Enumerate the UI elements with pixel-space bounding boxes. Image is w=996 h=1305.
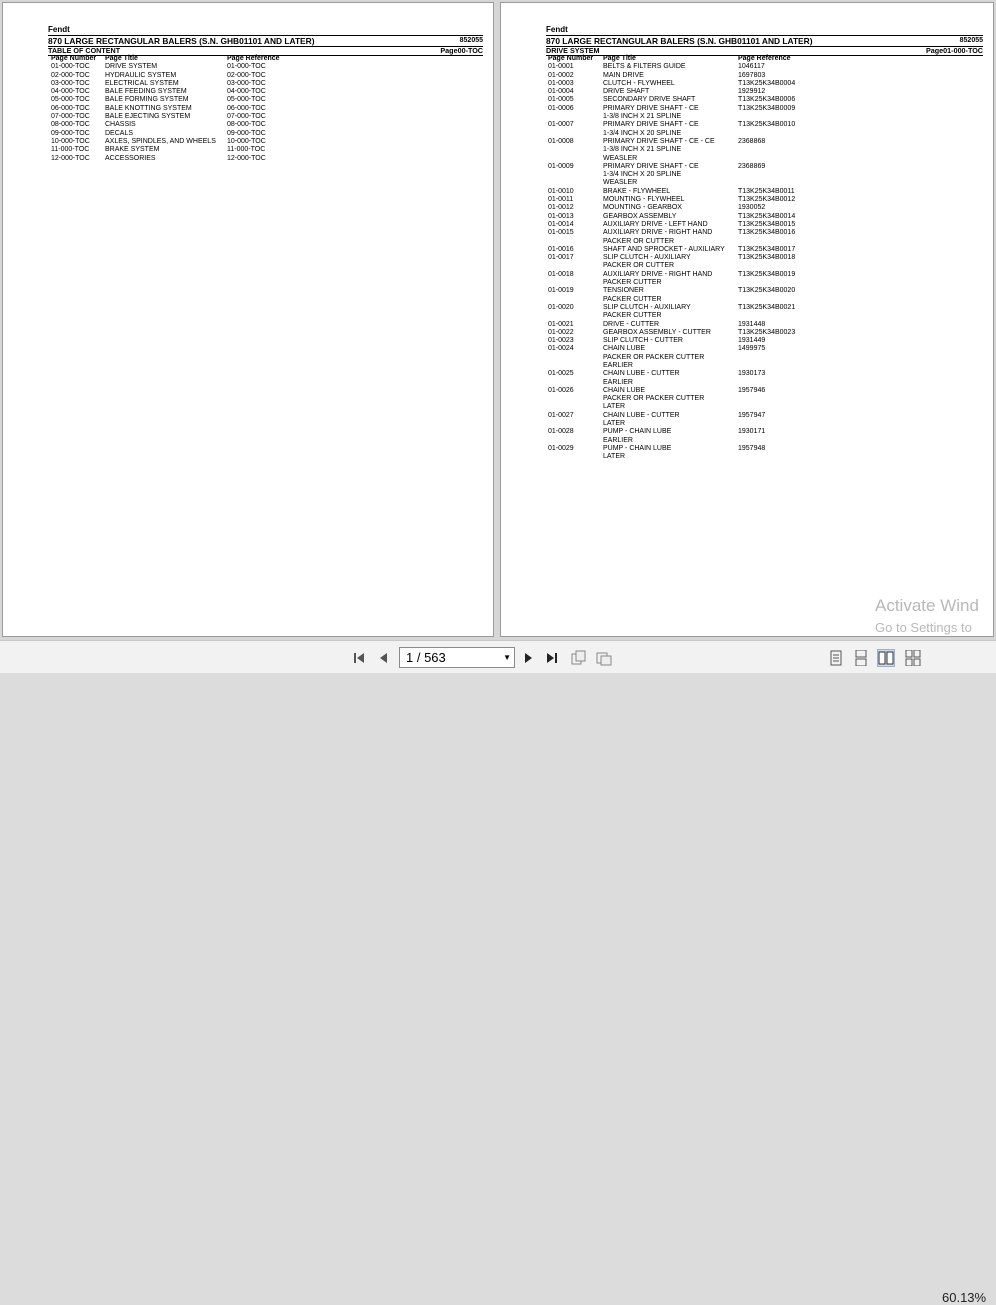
page-title-cell: MOUNTING - GEARBOX [603, 204, 682, 212]
page-title-cell: LATER [603, 453, 626, 461]
page-title-cell: CHASSIS [105, 121, 136, 129]
page-title-cell: EARLIER [603, 436, 633, 444]
page-reference-cell: 1931448 [738, 320, 766, 328]
page-reference-cell: 11-000-TOC [227, 146, 266, 154]
page-reference-cell: 1931449 [738, 337, 766, 345]
document-number: 852055 [459, 37, 483, 44]
page-title-cell: AUXILIARY DRIVE - LEFT HAND [603, 220, 708, 228]
page-title-cell: CLUTCH - FLYWHEEL [603, 79, 675, 87]
page-number-cell: 01-0004 [548, 88, 574, 96]
page-title-cell: PACKER OR CUTTER [603, 237, 675, 245]
page-title-cell: DECALS [105, 129, 134, 137]
page-title-cell: HYDRAULIC SYSTEM [105, 71, 177, 79]
page-title-cell: BALE EJECTING SYSTEM [105, 113, 191, 121]
page-reference-cell: T13K25K34B0019 [738, 270, 796, 278]
page-number-cell: 01-0010 [548, 187, 574, 195]
column-header: Page Number [548, 55, 594, 62]
page-number-cell: 01-000-TOC [51, 63, 90, 71]
page-reference-cell: 1499975 [738, 345, 766, 353]
page-number-cell: 01-0002 [548, 71, 574, 79]
page-title-cell: BRAKE - FLYWHEEL [603, 187, 671, 195]
page-reference-cell: T13K25K34B0021 [738, 303, 796, 311]
page-reference-cell: 09-000-TOC [227, 129, 266, 137]
page-title-cell: ACCESSORIES [105, 154, 156, 162]
page-reference-cell: T13K25K34B0011 [738, 187, 795, 195]
page-reference: Page01-000-TOC [926, 46, 983, 55]
page-number-cell: 01-0005 [548, 96, 574, 104]
page-number-cell: 04-000-TOC [51, 88, 90, 96]
page-number-cell: 01-0012 [548, 204, 574, 212]
column-header: Page Reference [227, 55, 280, 62]
page-title-cell: EARLIER [603, 378, 633, 386]
document-viewport[interactable] [0, 0, 996, 640]
page-number-cell: 01-0028 [548, 428, 574, 436]
page-number-cell: 12-000-TOC [51, 154, 90, 162]
page-title-cell: DRIVE SYSTEM [105, 63, 158, 71]
page-title-cell: DRIVE - CUTTER [603, 320, 659, 328]
zoom-level[interactable]: 60.13% [942, 1290, 987, 1305]
activation-watermark-subtitle: Go to Settings to [875, 620, 972, 635]
page-title-cell: PACKER OR PACKER CUTTER [603, 395, 705, 403]
page-title-cell: EARLIER [603, 361, 633, 369]
page-title-cell: PUMP - CHAIN LUBE [603, 444, 672, 452]
page-title-cell: BRAKE SYSTEM [105, 146, 160, 154]
page-title-cell: BELTS & FILTERS GUIDE [603, 63, 686, 71]
page-title-cell: AUXILIARY DRIVE - RIGHT HAND [603, 229, 713, 237]
page-reference-cell: T13K25K34B0016 [738, 229, 796, 237]
section-title: DRIVE SYSTEM [546, 46, 600, 55]
page-number-display[interactable]: 1 / 563 [406, 650, 446, 665]
page-reference-cell: 01-000-TOC [227, 63, 266, 71]
page-reference-cell: T13K25K34B0018 [738, 254, 796, 262]
page-title-cell: MOUNTING - FLYWHEEL [603, 196, 685, 204]
page-number-cell: 02-000-TOC [51, 71, 90, 79]
page-reference-cell: T13K25K34B0017 [738, 245, 796, 253]
page-title-cell: CHAIN LUBE [603, 345, 646, 353]
page-number-cell: 01-0016 [548, 245, 574, 253]
page-title-cell: SLIP CLUTCH - AUXILIARY [603, 303, 691, 311]
page-number-cell: 01-0007 [548, 121, 574, 129]
page-number-cell: 01-0011 [548, 196, 574, 204]
page-reference-cell: 1957947 [738, 411, 766, 419]
page-number-selector[interactable] [399, 647, 515, 668]
page-number-cell: 07-000-TOC [51, 113, 90, 121]
page-number-cell: 01-0023 [548, 337, 574, 345]
page-number-cell: 11-000-TOC [51, 146, 90, 154]
page-number-cell: 01-0003 [548, 79, 574, 87]
page-title-cell: SLIP CLUTCH - CUTTER [603, 337, 683, 345]
page-title-cell: PACKER CUTTER [603, 279, 662, 287]
page-reference-cell: T13K25K34B0006 [738, 96, 796, 104]
page-reference-cell: T13K25K34B0009 [738, 104, 796, 112]
page-reference-cell: T13K25K34B0010 [738, 121, 796, 129]
page-number-cell: 01-0024 [548, 345, 574, 353]
page-reference-cell: 1957946 [738, 386, 766, 394]
page-reference-cell: 2368868 [738, 137, 766, 145]
page-number-cell: 08-000-TOC [51, 121, 90, 129]
page-reference-cell: 1930173 [738, 370, 766, 378]
page-title-cell: PACKER OR PACKER CUTTER [603, 353, 705, 361]
page-title-cell: CHAIN LUBE - CUTTER [603, 370, 680, 378]
page-reference-cell: T13K25K34B0012 [738, 196, 796, 204]
column-header: Page Title [603, 55, 636, 62]
page-title-cell: SECONDARY DRIVE SHAFT [603, 96, 696, 104]
page-reference-cell: 1046117 [738, 63, 765, 71]
page-title-cell: CHAIN LUBE - CUTTER [603, 411, 680, 419]
page-number-cell: 01-0019 [548, 287, 574, 295]
document-title-text: 870 LARGE RECTANGULAR BALERS (S.N. GHB01101 AND LATER) [546, 36, 813, 46]
page-reference-cell: 05-000-TOC [227, 96, 266, 104]
document-title-text: 870 LARGE RECTANGULAR BALERS (S.N. GHB01101 AND LATER) [48, 36, 315, 46]
pdf-page-left [2, 2, 494, 637]
last-page-icon[interactable] [544, 650, 560, 666]
page-reference-cell: 06-000-TOC [227, 104, 266, 112]
brand-name: Fendt [546, 25, 983, 36]
single-page-icon[interactable] [828, 650, 844, 666]
page-reference-cell: T13K25K34B0020 [738, 287, 796, 295]
page-reference-cell: 10-000-TOC [227, 137, 266, 145]
page-number-cell: 01-0022 [548, 328, 574, 336]
page-title-cell: PUMP - CHAIN LUBE [603, 428, 672, 436]
page-reference: Page00-TOC [440, 46, 483, 55]
two-page-icon[interactable] [877, 649, 895, 667]
fit-width-icon[interactable] [596, 650, 612, 666]
page-title-cell: PRIMARY DRIVE SHAFT - CE - CE [603, 137, 715, 145]
next-page-icon[interactable] [520, 650, 536, 666]
page-title-cell: PRIMARY DRIVE SHAFT - CE [603, 121, 699, 129]
page-reference-cell: 12-000-TOC [227, 154, 266, 162]
column-header: Page Title [105, 55, 138, 62]
page-reference-cell: T13K25K34B0014 [738, 212, 796, 220]
page-number-cell: 01-0006 [548, 104, 574, 112]
fit-page-icon[interactable] [570, 650, 586, 666]
page-title-cell: LATER [603, 420, 626, 428]
page-number-cell: 01-0027 [548, 411, 574, 419]
page-title-cell: WEASLER [603, 154, 638, 162]
page-number-cell: 09-000-TOC [51, 129, 90, 137]
page-number-cell: 01-0026 [548, 386, 574, 394]
section-title: TABLE OF CONTENT [48, 46, 121, 55]
page-reference-cell: 1697803 [738, 71, 766, 79]
document-number: 852055 [959, 37, 983, 44]
page-number-cell: 01-0013 [548, 212, 574, 220]
page-title-cell: SLIP CLUTCH - AUXILIARY [603, 254, 691, 262]
page-number-cell: 01-0001 [548, 63, 574, 71]
page-number-cell: 01-0021 [548, 320, 574, 328]
activation-watermark-title: Activate Wind [875, 596, 979, 615]
page-number-cell: 01-0020 [548, 303, 574, 311]
brand-name: Fendt [48, 25, 483, 36]
page-title-cell: PRIMARY DRIVE SHAFT - CE [603, 162, 699, 170]
page-title-cell: ELECTRICAL SYSTEM [105, 79, 179, 87]
page-title-cell: LATER [603, 403, 626, 411]
page-title-cell: PACKER CUTTER [603, 312, 662, 320]
page-number-cell: 01-0009 [548, 162, 574, 170]
page-number-cell: 01-0008 [548, 137, 574, 145]
page-number-cell: 01-0018 [548, 270, 574, 278]
page-number-cell: 03-000-TOC [51, 79, 90, 87]
page-title-cell: 1-3/8 INCH X 21 SPLINE [603, 146, 682, 154]
page-reference-cell: 03-000-TOC [227, 79, 266, 87]
page-title-cell: 1-3/4 INCH X 20 SPLINE [603, 171, 682, 179]
page-number-cell: 01-0029 [548, 444, 574, 452]
page-title-cell: 1-3/4 INCH X 20 SPLINE [603, 129, 682, 137]
prev-page-icon[interactable] [376, 650, 392, 666]
page-reference-cell: 2368869 [738, 162, 766, 170]
page-reference-cell: T13K25K34B0015 [738, 220, 796, 228]
page-title-cell: TENSIONER [603, 287, 644, 295]
page-title-cell: CHAIN LUBE [603, 386, 646, 394]
page-number-cell: 01-0015 [548, 229, 574, 237]
page-reference-cell: 08-000-TOC [227, 121, 266, 129]
page-title-cell: PACKER CUTTER [603, 295, 662, 303]
page-title-cell: MAIN DRIVE [603, 71, 644, 79]
page-reference-cell: 1929912 [738, 88, 766, 96]
page-title-cell: PACKER OR CUTTER [603, 262, 675, 270]
page-title-cell: GEARBOX ASSEMBLY - CUTTER [603, 328, 711, 336]
column-header: Page Reference [738, 55, 791, 62]
page-title-cell: 1-3/8 INCH X 21 SPLINE [603, 113, 682, 121]
page-title-cell: BALE KNOTTING SYSTEM [105, 104, 192, 112]
chevron-down-icon[interactable]: ▼ [503, 653, 511, 662]
page-title-cell: AUXILIARY DRIVE - RIGHT HAND [603, 270, 713, 278]
page-reference-cell: 07-000-TOC [227, 113, 266, 121]
first-page-icon[interactable] [352, 650, 368, 666]
two-page-continuous-icon[interactable] [905, 650, 921, 666]
page-reference-cell: 1957948 [738, 444, 766, 452]
page-title-cell: DRIVE SHAFT [603, 88, 650, 96]
page-number-cell: 06-000-TOC [51, 104, 90, 112]
column-header: Page Number [51, 55, 97, 62]
page-title-cell: PRIMARY DRIVE SHAFT - CE [603, 104, 699, 112]
page-reference-cell: 1930171 [738, 428, 766, 436]
page-title-cell: BALE FORMING SYSTEM [105, 96, 189, 104]
page-number-cell: 05-000-TOC [51, 96, 90, 104]
page-reference-cell: 04-000-TOC [227, 88, 266, 96]
page-number-cell: 01-0025 [548, 370, 574, 378]
page-reference-cell: 1930052 [738, 204, 766, 212]
page-title-cell: AXLES, SPINDLES, AND WHEELS [105, 137, 216, 145]
page-reference-cell: T13K25K34B0004 [738, 79, 796, 87]
pdf-page-right [500, 2, 994, 637]
page-title-cell: WEASLER [603, 179, 638, 187]
page-reference-cell: T13K25K34B0023 [738, 328, 796, 336]
page-title-cell: GEARBOX ASSEMBLY [603, 212, 677, 220]
page-number-cell: 01-0014 [548, 220, 574, 228]
page-number-cell: 10-000-TOC [51, 137, 90, 145]
page-title-cell: SHAFT AND SPROCKET - AUXILIARY [603, 245, 725, 253]
continuous-icon[interactable] [853, 650, 869, 666]
page-title-cell: BALE FEEDING SYSTEM [105, 88, 187, 96]
page-reference-cell: 02-000-TOC [227, 71, 266, 79]
page-number-cell: 01-0017 [548, 254, 574, 262]
